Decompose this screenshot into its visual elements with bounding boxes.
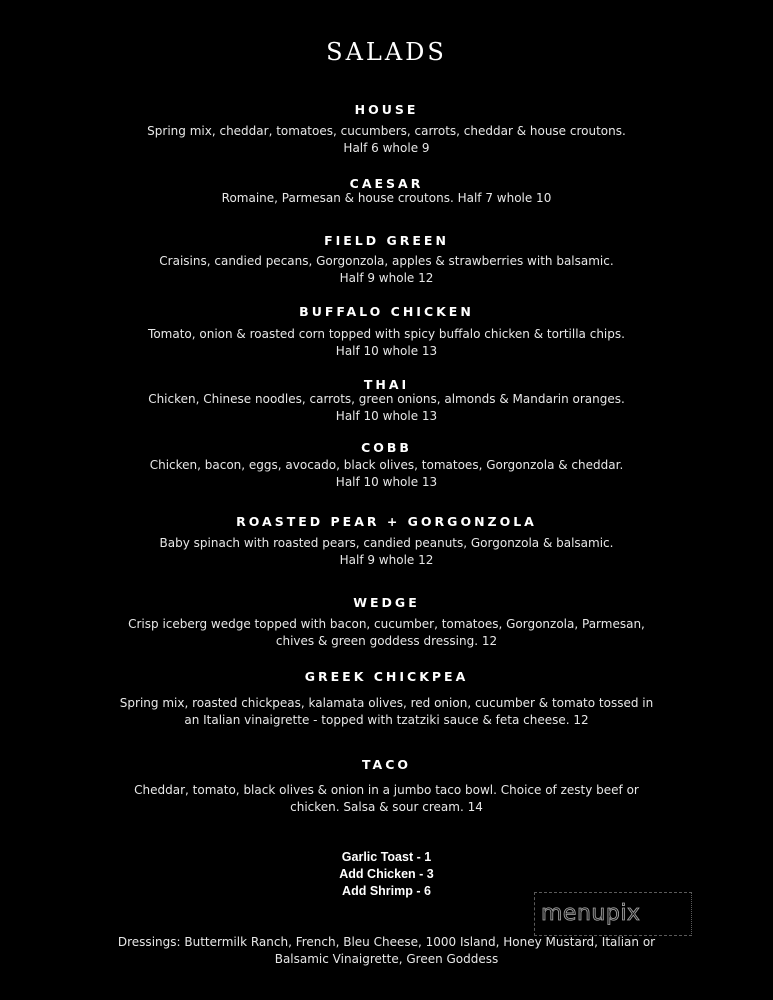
item-name-thai: THAI xyxy=(363,377,410,392)
addon-shrimp: Add Shrimp - 6 xyxy=(342,884,431,898)
item-desc-taco: Cheddar, tomato, black olives & onion in a jumbo taco bowl. Choice of zesty beef or chicken. Salsa & sour cream. 14 xyxy=(134,783,639,814)
item-name-cobb: COBB xyxy=(361,440,412,455)
item-name-field-green: FIELD GREEN xyxy=(324,233,449,248)
item-desc-roasted-pear: Baby spinach with roasted pears, candied peanuts, Gorgonzola & balsamic. Half 9 whole 12 xyxy=(159,536,614,567)
item-desc-field-green: Craisins, candied pecans, Gorgonzola, apples & strawberries with balsamic. Half 9 whole 12 xyxy=(159,254,614,285)
page-title: SALADS xyxy=(326,38,447,66)
item-desc-buffalo-chicken: Tomato, onion & roasted corn topped with spicy buffalo chicken & tortilla chips. Half 10 whole 13 xyxy=(148,327,625,358)
item-name-taco: TACO xyxy=(361,757,412,772)
item-desc-caesar: Romaine, Parmesan & house croutons. Half 7 whole 10 xyxy=(221,191,552,205)
watermark-logo: menupix xyxy=(541,901,641,926)
item-desc-wedge: Crisp iceberg wedge topped with bacon, cucumber, tomatoes, Gorgonzola, Parmesan, chives & green goddess dressing. 12 xyxy=(128,617,645,648)
item-desc-greek-chickpea: Spring mix, roasted chickpeas, kalamata olives, red onion, cucumber & tomato tossed in an Italian vinaigrette - topped with tzatziki sauce & feta cheese. 12 xyxy=(119,696,654,727)
item-name-buffalo-chicken: BUFFALO CHICKEN xyxy=(299,304,474,319)
item-desc-cobb: Chicken, bacon, eggs, avocado, black olives, tomatoes, Gorgonzola & cheddar. Half 10 whole 13 xyxy=(149,458,624,489)
menupix-watermark xyxy=(534,892,692,936)
addon-chicken: Add Chicken - 3 xyxy=(339,867,434,881)
item-name-wedge: WEDGE xyxy=(353,595,420,610)
addon-garlic-toast: Garlic Toast - 1 xyxy=(341,850,432,864)
item-name-house: HOUSE xyxy=(354,102,419,117)
item-name-caesar: CAESAR xyxy=(349,176,424,191)
item-name-greek-chickpea: GREEK CHICKPEA xyxy=(304,669,469,684)
item-desc-thai: Chicken, Chinese noodles, carrots, green onions, almonds & Mandarin oranges. Half 10 whole 13 xyxy=(148,392,625,423)
item-desc-house: Spring mix, cheddar, tomatoes, cucumbers, carrots, cheddar & house croutons. Half 6 whole 9 xyxy=(147,124,626,155)
item-name-roasted-pear: ROASTED PEAR + GORGONZOLA xyxy=(236,514,537,529)
dressings-text: Dressings: Buttermilk Ranch, French, Bleu Cheese, 1000 Island, Honey Mustard, Italian or Balsamic Vinaigrette, Green Goddess xyxy=(117,935,656,966)
